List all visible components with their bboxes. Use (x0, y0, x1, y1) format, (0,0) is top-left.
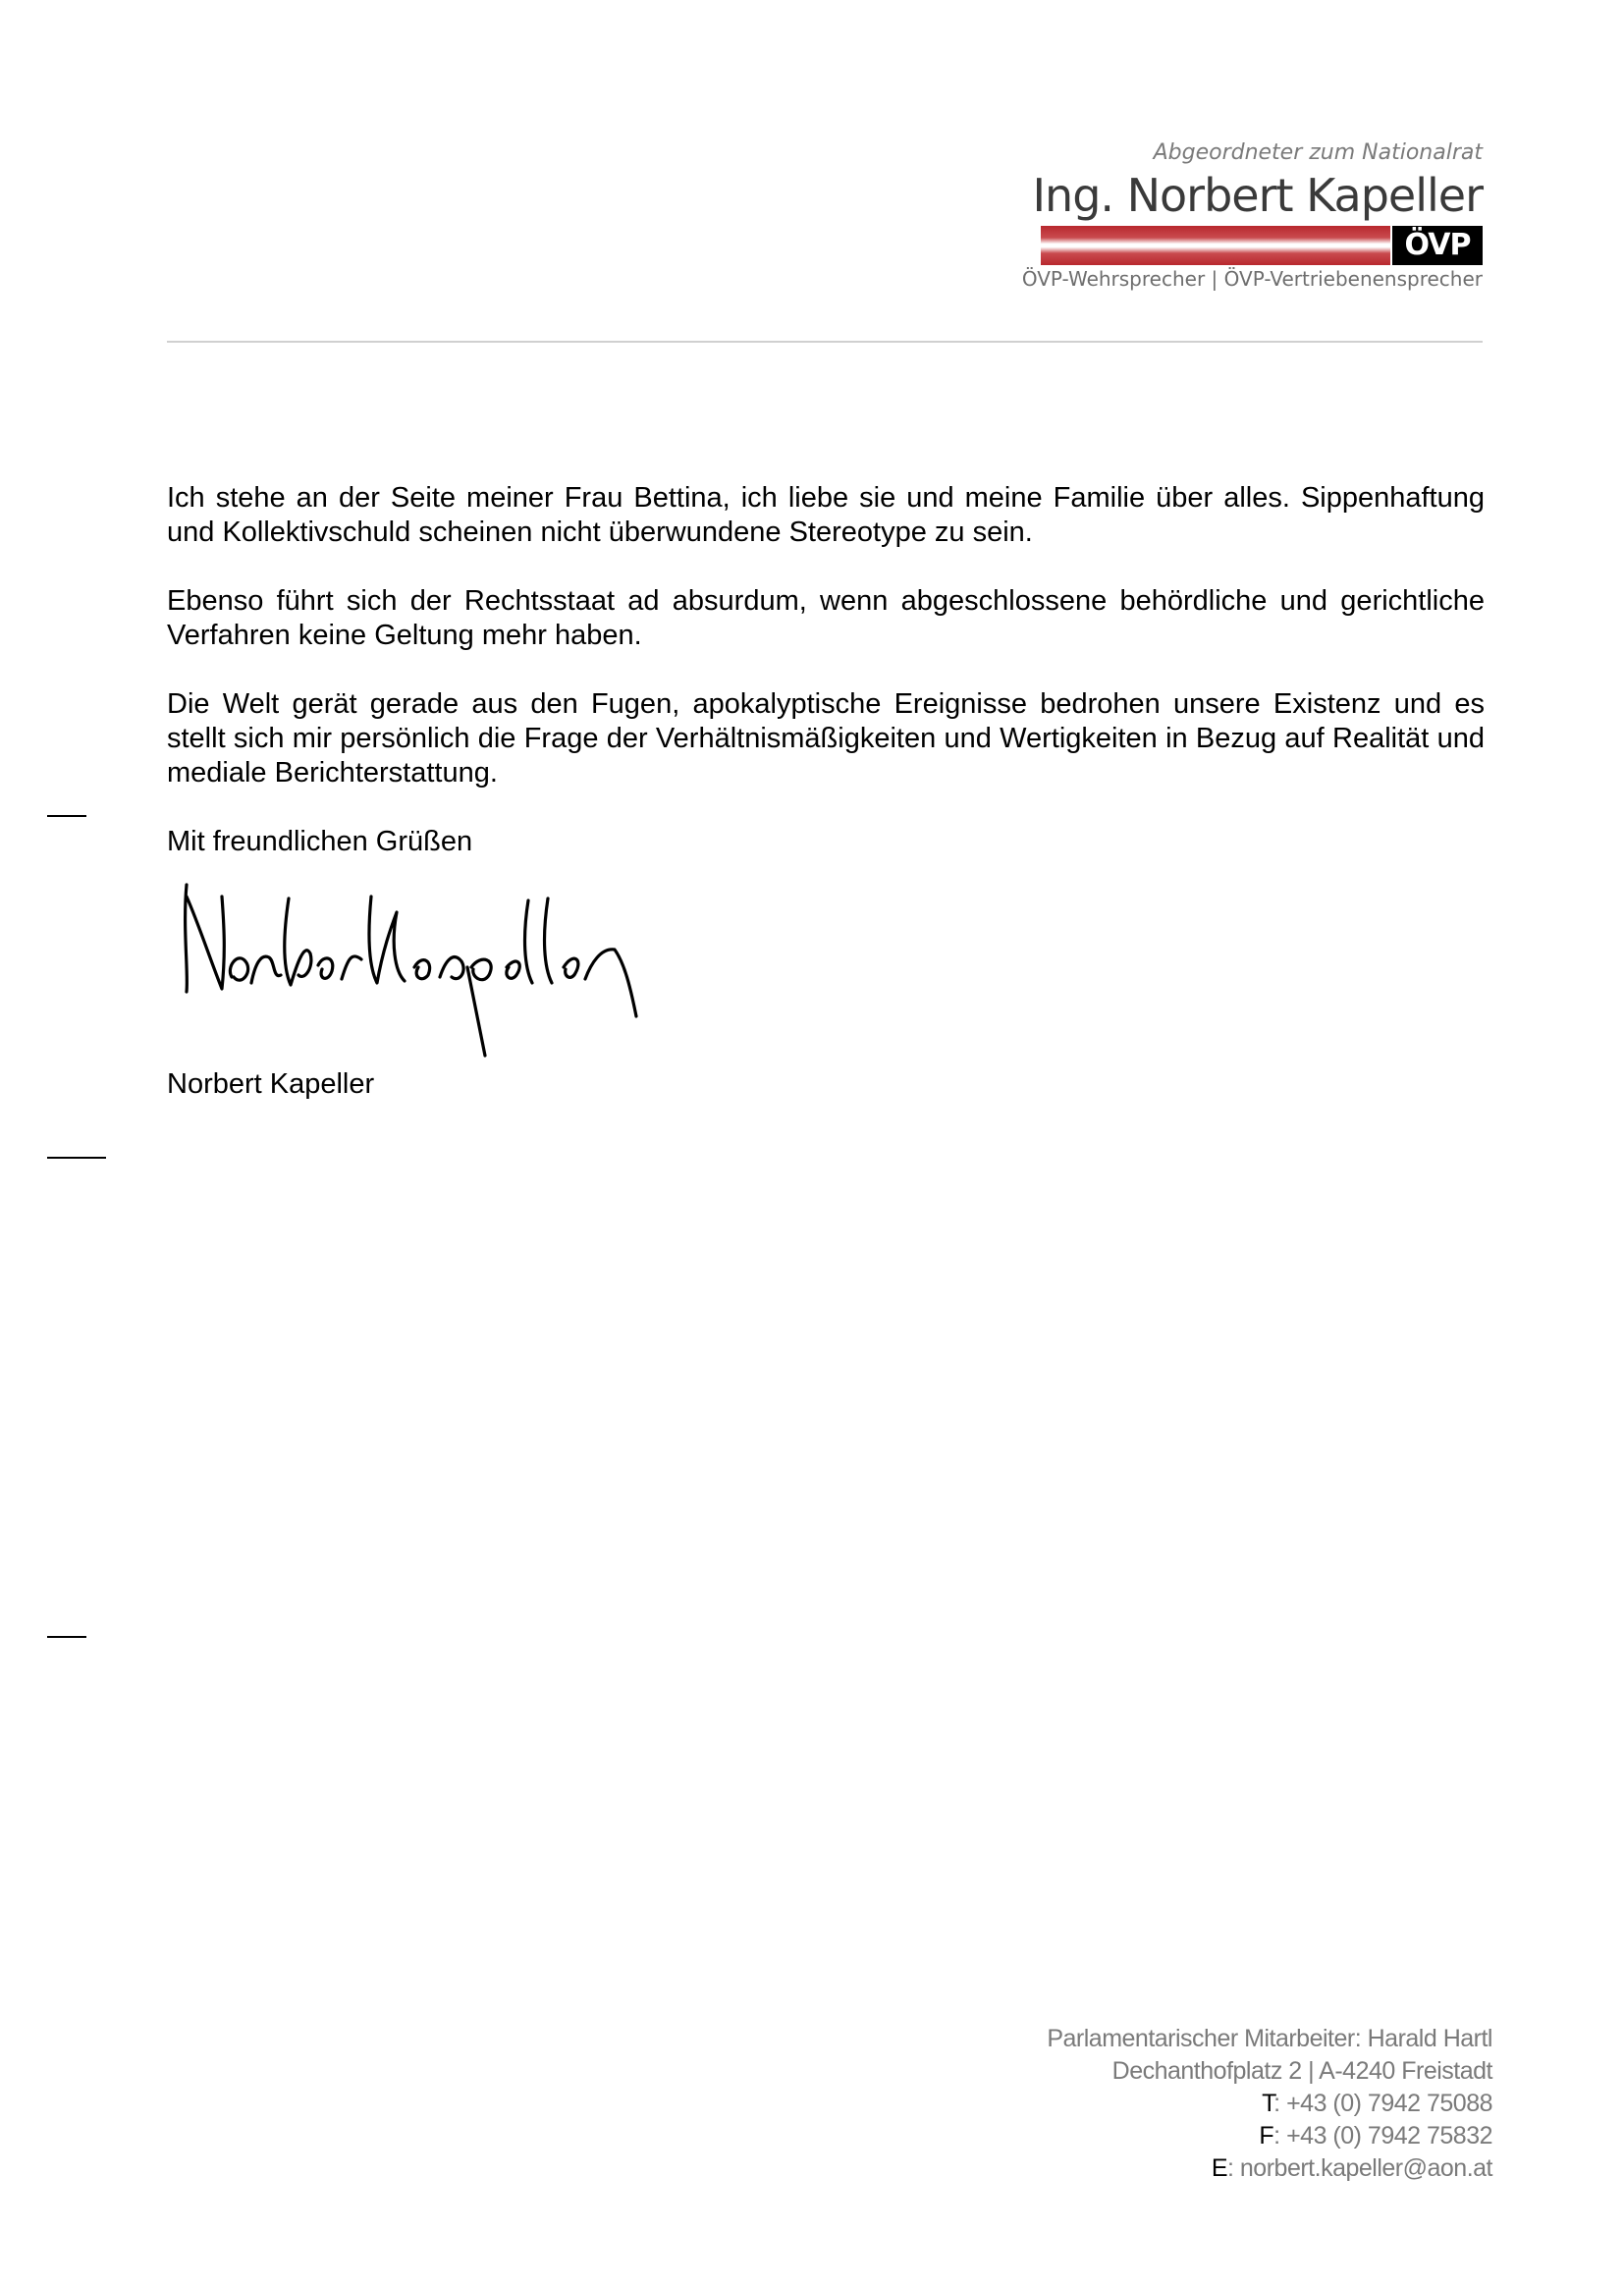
signer-name: Norbert Kapeller (167, 1068, 375, 1100)
letterhead-role: Abgeordneter zum Nationalrat (1153, 140, 1483, 165)
handwritten-signature (173, 869, 683, 1065)
phone-label: T (1262, 2090, 1274, 2117)
letterhead (1021, 136, 1483, 302)
email-address: : norbert.kapeller@aon.at (1227, 2154, 1492, 2182)
email-label: E (1211, 2154, 1228, 2182)
footer-assistant: Parlamentarischer Mitarbeiter: Harald Hartl (1047, 2025, 1492, 2052)
fold-mark (47, 815, 86, 817)
flag-stripe (1041, 226, 1390, 265)
fax-number: : +43 (0) 7942 75832 (1273, 2122, 1492, 2150)
letterhead-name: Ing. Norbert Kapeller (1032, 169, 1483, 222)
body-paragraph: Die Welt gerät gerade aus den Fugen, apokalyptische Ereignisse bedrohen unsere Existenz und es stellt sich mir persönlich die Frage der Verhältnismäßigkeiten und Wertigkeiten in Bezug auf Realität und mediale Berichterstattung. (167, 688, 1485, 789)
header-divider (167, 341, 1483, 343)
footer-phone (1047, 2088, 1492, 2120)
letter-body (167, 481, 1485, 1102)
phone-number: : +43 (0) 7942 75088 (1273, 2090, 1492, 2117)
footer-fax (1047, 2120, 1492, 2152)
body-paragraph: Ebenso führt sich der Rechtsstaat ad absurdum, wenn abgeschlossene behördliche und gerichtliche Verfahren keine Geltung mehr haben. (167, 585, 1485, 651)
footer-contact (1047, 2023, 1492, 2185)
party-logo: ÖVP (1392, 226, 1483, 265)
fold-mark (47, 1157, 106, 1159)
letterhead-subtitle: ÖVP-Wehrsprecher | ÖVP-Vertriebenensprecher (1021, 267, 1483, 291)
body-paragraph: Ich stehe an der Seite meiner Frau Bettina, ich liebe sie und meine Familie über alles. Sippenhaftung und Kollektivschuld scheinen nicht überwundene Stereotype zu sein. (167, 482, 1485, 548)
footer-email (1047, 2152, 1492, 2185)
party-logo-band (1041, 226, 1483, 265)
fax-label: F (1259, 2122, 1274, 2150)
footer-address: Dechanthofplatz 2 | A-4240 Freistadt (1111, 2057, 1492, 2085)
closing-salutation: Mit freundlichen Grüßen (167, 826, 473, 857)
fold-mark (47, 1636, 86, 1638)
